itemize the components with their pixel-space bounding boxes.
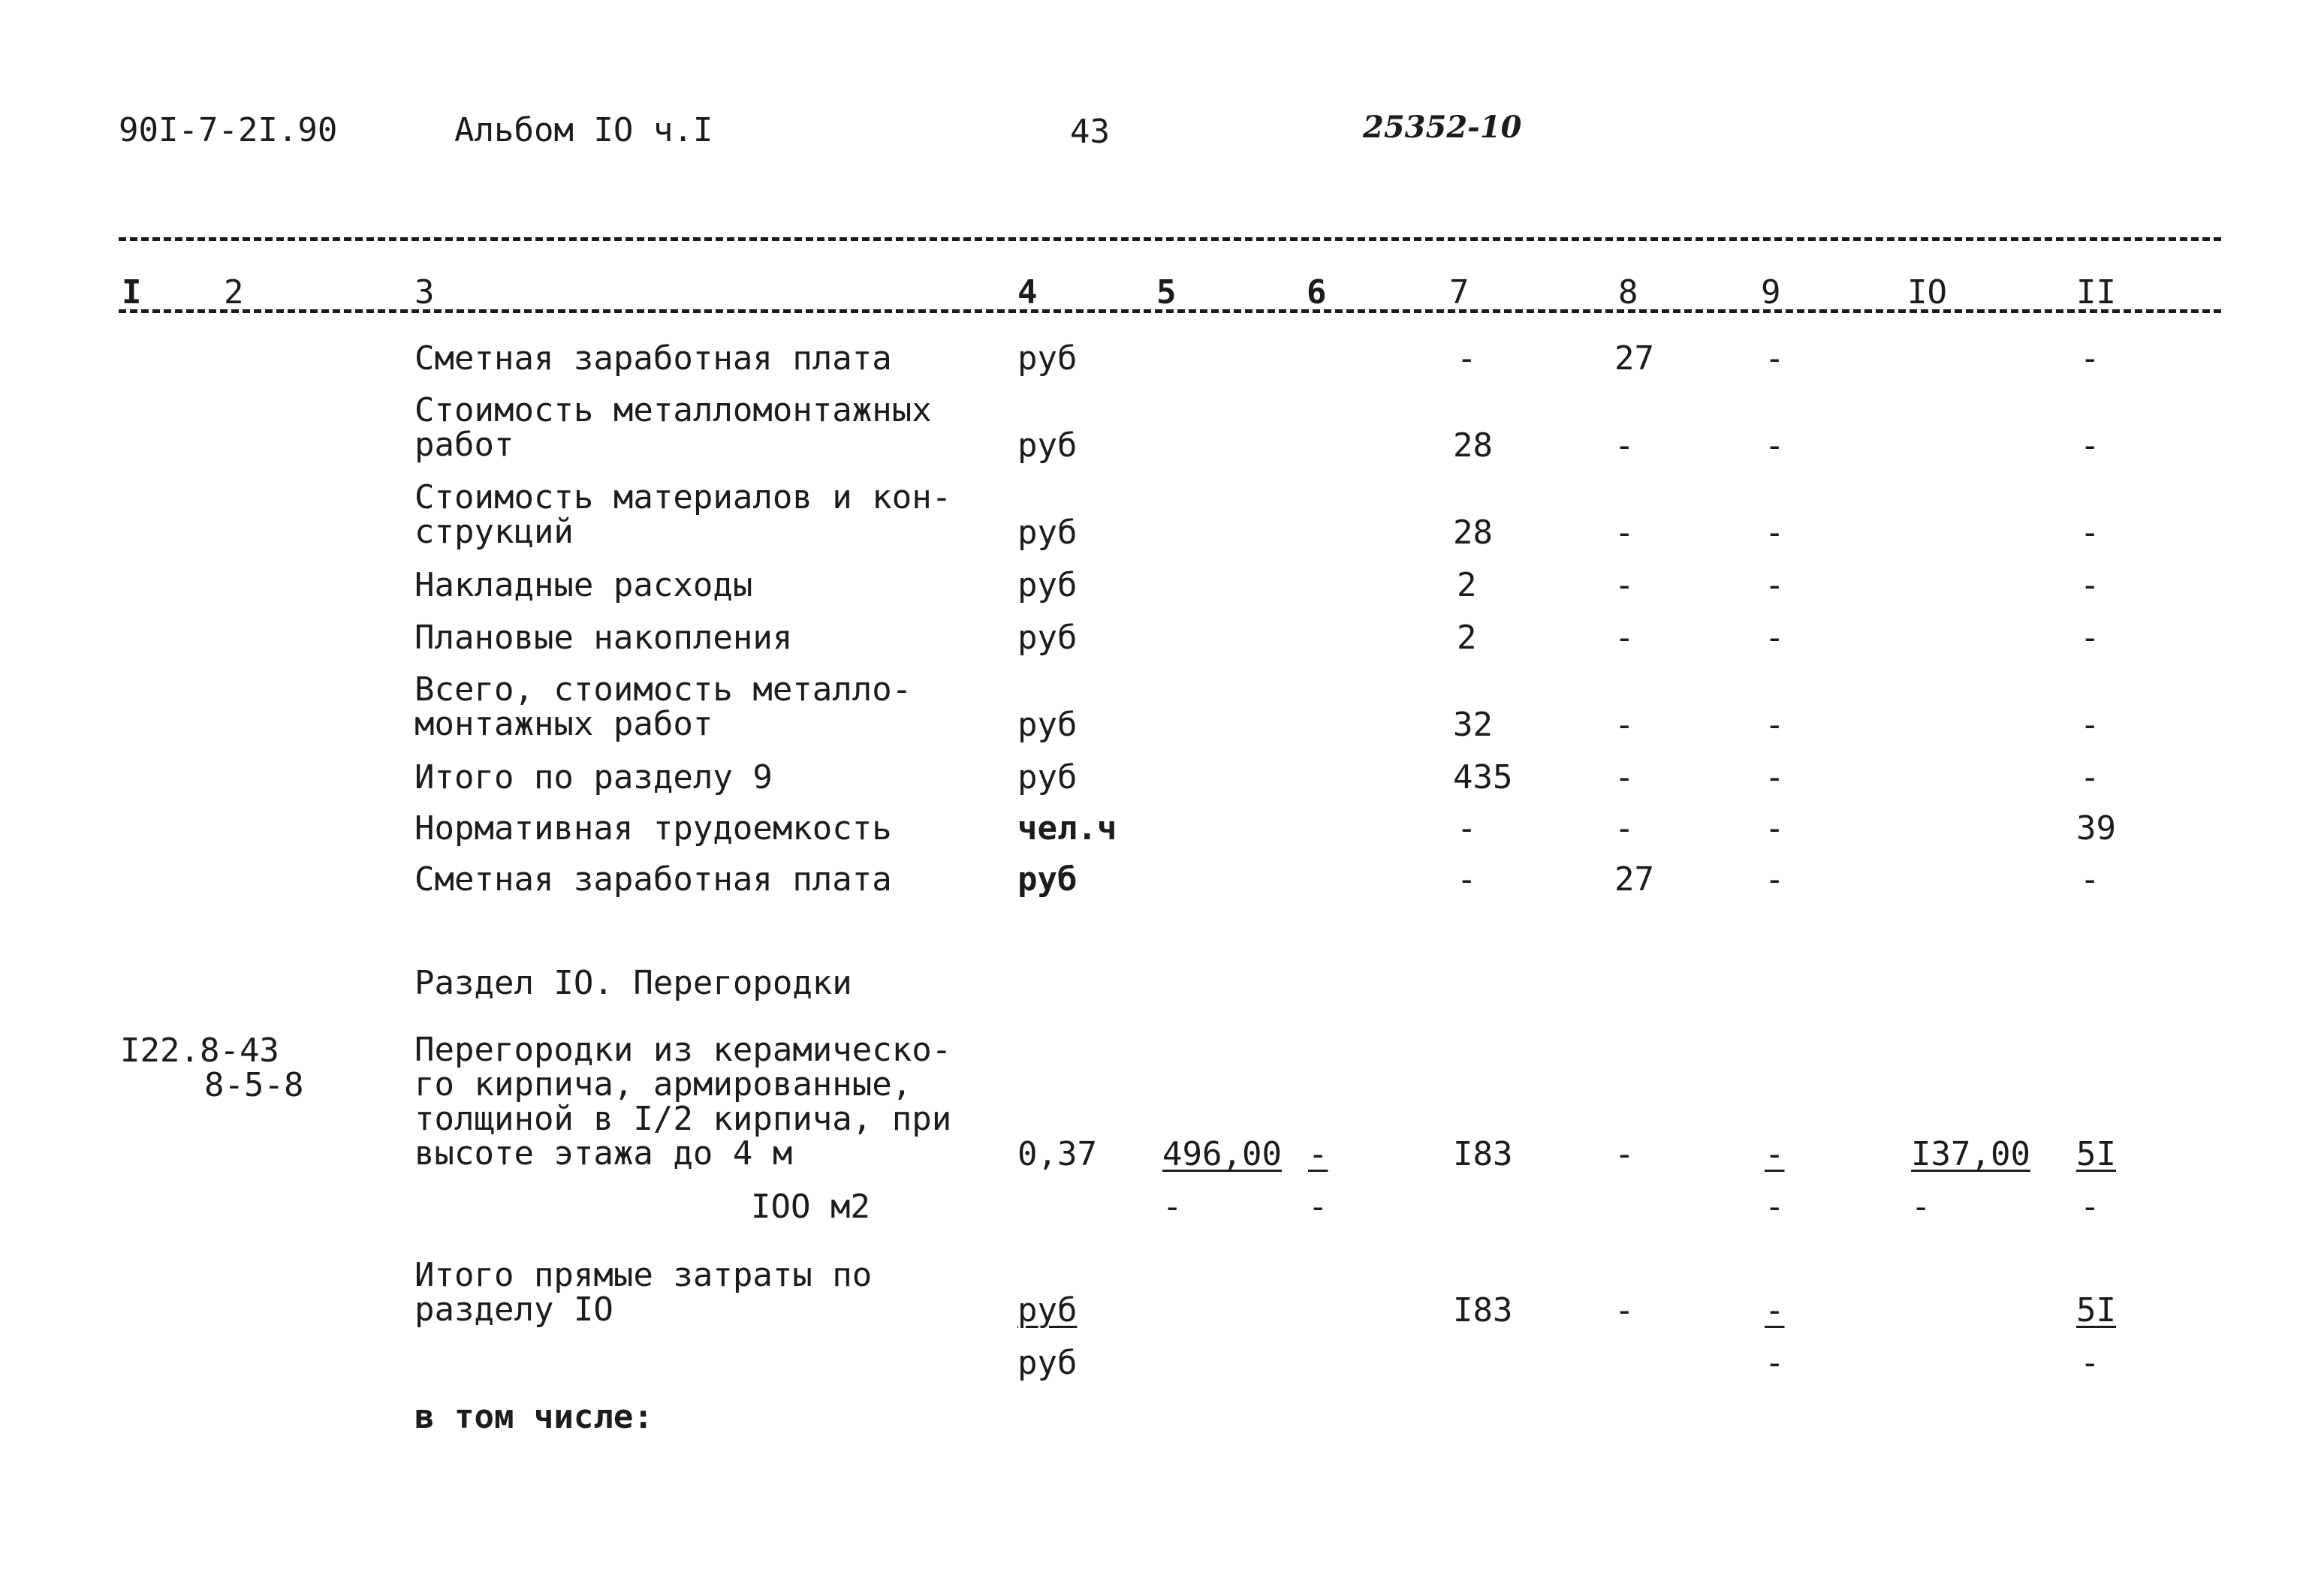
cell-col7: 28 <box>1453 513 1493 552</box>
row-name: Сметная заработная плата <box>414 339 892 378</box>
row-unit: руб <box>1017 339 1078 378</box>
cell-col7: 2 <box>1457 619 1477 657</box>
column-header: 9 <box>1761 273 1781 312</box>
cell-col8: - <box>1614 706 1635 744</box>
cell-col9: - <box>1765 566 1785 604</box>
album-label: Альбом IO ч.I <box>454 111 713 149</box>
item-unit: IOO м2 <box>751 1188 870 1226</box>
cell-col9: - <box>1765 860 1785 899</box>
row-name: Нормативная трудоемкость <box>414 809 892 848</box>
cell-col8: 27 <box>1614 860 1654 899</box>
cell-col11: 39 <box>2076 809 2116 848</box>
item-subcode: 8-5-8 <box>204 1066 304 1104</box>
cell-col7: 435 <box>1453 758 1513 796</box>
cell-col9: - <box>1765 513 1785 552</box>
cell-col11: - <box>2080 706 2100 744</box>
column-header: I <box>122 273 142 312</box>
cell-col9-lower: - <box>1765 1188 1785 1226</box>
cell-col9: - <box>1765 758 1785 796</box>
cell-col7: - <box>1457 860 1477 899</box>
total-unit-lower: руб <box>1017 1344 1078 1382</box>
cell-col7: 28 <box>1453 426 1493 465</box>
cell-col11: - <box>2080 513 2100 552</box>
cell-col6-lower: - <box>1308 1188 1328 1226</box>
cell-col7: I83 <box>1453 1135 1513 1173</box>
cell-col11-lower: - <box>2080 1344 2100 1382</box>
cell-col11: - <box>2080 426 2100 465</box>
cell-col6: - <box>1308 1135 1328 1173</box>
cell-col9-lower: - <box>1765 1344 1785 1382</box>
row-unit: руб <box>1017 513 1078 552</box>
column-header: 5 <box>1156 273 1177 312</box>
row-unit: чел.ч <box>1017 809 1117 848</box>
column-header: 3 <box>414 273 435 312</box>
cell-col9: - <box>1765 706 1785 744</box>
page-number: 43 <box>1070 113 1110 151</box>
cell-col5-lower: - <box>1162 1188 1183 1226</box>
row-unit: руб <box>1017 758 1078 796</box>
cell-col8: - <box>1614 1135 1635 1173</box>
section-title: Раздел IO. Перегородки <box>414 964 852 1002</box>
cell-col8: - <box>1614 1291 1635 1329</box>
top-dashed-rule <box>119 237 2221 241</box>
cell-col11-lower: - <box>2080 1188 2100 1226</box>
cell-col8: - <box>1614 426 1635 465</box>
cell-col11: - <box>2080 619 2100 657</box>
cell-col8: - <box>1614 619 1635 657</box>
row-unit: руб <box>1017 426 1078 465</box>
cell-col9: - <box>1765 426 1785 465</box>
item-name: Перегородки из керамическо- го кирпича, армированные, толщиной в I/2 кирпича, при высоте этажа до 4 м <box>414 1031 952 1173</box>
row-unit: руб <box>1017 566 1078 604</box>
cell-col9: - <box>1765 339 1785 378</box>
cell-col9: - <box>1765 619 1785 657</box>
cell-col5: 496,00 <box>1162 1135 1282 1173</box>
column-header: 6 <box>1307 273 1327 312</box>
cell-col8: - <box>1614 566 1635 604</box>
cell-col11: - <box>2080 339 2100 378</box>
row-name: Плановые накопления <box>414 619 793 657</box>
item-quantity: 0,37 <box>1017 1135 1097 1173</box>
row-name: Накладные расходы <box>414 566 753 604</box>
column-header: II <box>2076 273 2116 312</box>
row-name: Итого по разделу 9 <box>414 758 773 796</box>
header-dashed-rule <box>119 309 2221 313</box>
footer-text: в том числе: <box>414 1398 653 1436</box>
column-header: 4 <box>1017 273 1038 312</box>
cell-col7: - <box>1457 339 1477 378</box>
cell-col9: - <box>1765 809 1785 848</box>
cell-col8: - <box>1614 513 1635 552</box>
cell-col9: - <box>1765 1135 1785 1173</box>
cell-col8: - <box>1614 758 1635 796</box>
row-unit: руб <box>1017 860 1078 899</box>
column-header: IO <box>1907 273 1947 312</box>
cell-col7: 2 <box>1457 566 1477 604</box>
cell-col9: - <box>1765 1291 1785 1329</box>
cell-col10: I37,00 <box>1911 1135 2030 1173</box>
cell-col7: - <box>1457 809 1477 848</box>
cell-col7: I83 <box>1453 1291 1513 1329</box>
handwritten-stamp: 25352-10 <box>1363 110 1522 145</box>
column-header: 2 <box>224 273 244 312</box>
total-unit: руб <box>1017 1291 1078 1329</box>
cell-col11: 5I <box>2076 1135 2116 1173</box>
row-name: Стоимость материалов и кон- струкций <box>414 478 952 551</box>
cell-col10-lower: - <box>1911 1188 1931 1226</box>
cell-col11: - <box>2080 860 2100 899</box>
row-unit: руб <box>1017 706 1078 744</box>
document-code: 90I-7-2I.90 <box>119 111 338 149</box>
column-header: 7 <box>1449 273 1470 312</box>
cell-col11: - <box>2080 566 2100 604</box>
cell-col11: 5I <box>2076 1291 2116 1329</box>
cell-col7: 32 <box>1453 706 1493 744</box>
row-name: Всего, стоимость металло- монтажных работ <box>414 670 912 743</box>
cell-col8: 27 <box>1614 339 1654 378</box>
row-name: Стоимость металломонтажных работ <box>414 391 932 464</box>
cell-col11: - <box>2080 758 2100 796</box>
cell-col8: - <box>1614 809 1635 848</box>
row-unit: руб <box>1017 619 1078 657</box>
total-name: Итого прямые затраты по разделу IO <box>414 1256 873 1329</box>
item-code: I22.8-43 <box>120 1031 279 1070</box>
row-name: Сметная заработная плата <box>414 860 892 899</box>
column-header: 8 <box>1618 273 1638 312</box>
